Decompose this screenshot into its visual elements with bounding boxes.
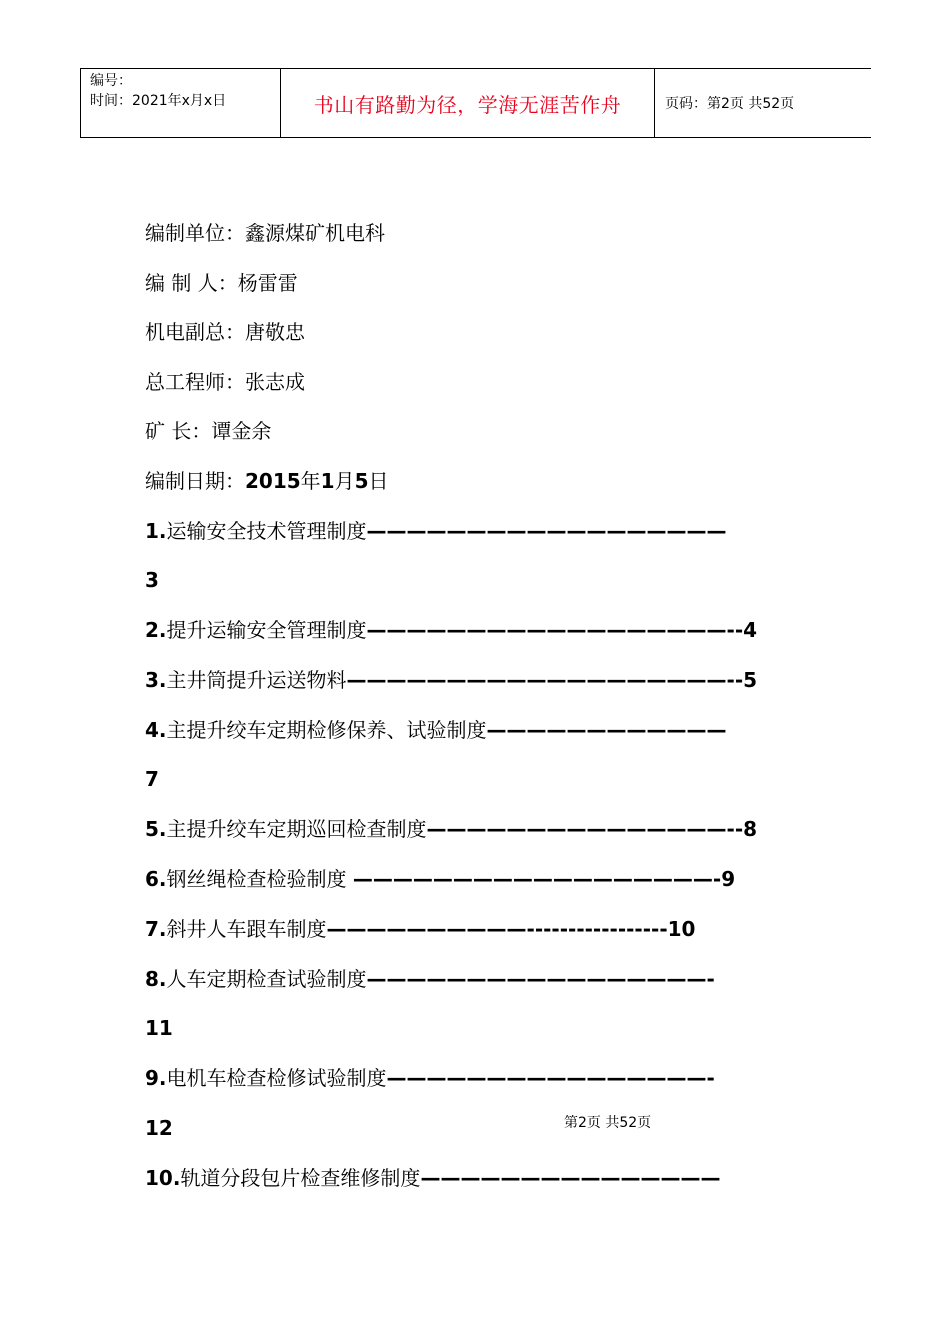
toc-leader: ———————————————————-- (346, 668, 744, 692)
toc-leader: ———————————————-- (426, 817, 744, 841)
deputy-line: 机电副总：唐敬忠 (145, 320, 305, 344)
toc-entry-9[interactable] (145, 1063, 715, 1093)
toc-num: 6. (145, 867, 167, 891)
toc-title: 主提升绞车定期巡回检查制度 (166, 817, 427, 841)
toc-num: 2. (145, 618, 167, 642)
toc-title: 斜井人车跟车制度 (166, 917, 327, 941)
toc-page: 4 (743, 618, 758, 642)
toc-title: 电机车检查检修试验制度 (166, 1066, 387, 1090)
mine-head-line: 矿 长：谭金余 (145, 419, 272, 443)
date-year-unit: 年 (300, 469, 321, 493)
unit-line: 编制单位：鑫源煤矿机电科 (145, 221, 385, 245)
toc-title: 钢丝绳检查检验制度 (166, 867, 353, 891)
date-year: 2015 (245, 469, 301, 493)
toc-page-9: 12 (145, 1116, 173, 1140)
toc-leader: ————————————————- (386, 1066, 715, 1090)
toc-num: 9. (145, 1066, 167, 1090)
toc-num: 1. (145, 519, 167, 543)
toc-leader: ——————————----------------- (326, 917, 668, 941)
chief-engineer-line: 总工程师：张志成 (145, 370, 305, 394)
toc-leader: ——————————————— (420, 1166, 721, 1190)
toc-leader: ——————————————————-- (366, 618, 744, 642)
toc-num: 5. (145, 817, 167, 841)
header-meta (81, 69, 281, 137)
author-line: 编 制 人：杨雷雷 (145, 271, 298, 295)
date-day-unit: 日 (368, 469, 389, 493)
toc-title: 人车定期检查试验制度 (166, 967, 367, 991)
toc-leader: ——————————————————- (352, 867, 722, 891)
header-page-info: 页码：第2页 共52页 (665, 96, 795, 112)
page-footer-number: 第2页 共52页 (564, 1115, 652, 1131)
toc-entry-2[interactable] (145, 615, 757, 645)
toc-page: 10 (667, 917, 696, 941)
toc-title: 主井筒提升运送物料 (166, 668, 347, 692)
date-label: 编制日期： (145, 469, 245, 493)
toc-leader: ———————————— (486, 718, 727, 742)
toc-entry-1[interactable] (145, 516, 727, 546)
toc-entry-5[interactable] (145, 814, 757, 844)
date-line (145, 466, 389, 496)
date-month-unit: 月 (334, 469, 355, 493)
toc-entry-3[interactable] (145, 665, 757, 695)
date-day: 5 (354, 469, 369, 493)
toc-title: 主提升绞车定期检修保养、试验制度 (166, 718, 487, 742)
toc-title: 轨道分段包片检查维修制度 (180, 1166, 421, 1190)
toc-leader: —————————————————- (366, 967, 715, 991)
toc-page-4: 7 (145, 767, 159, 791)
toc-page-8: 11 (145, 1016, 173, 1040)
header-motto: 书山有路勤为径，学海无涯苦作舟 (281, 69, 655, 137)
date-month: 1 (320, 469, 335, 493)
toc-num: 8. (145, 967, 167, 991)
number-label: 编号： (90, 73, 132, 89)
page-header (80, 68, 871, 138)
toc-page: 8 (743, 817, 758, 841)
toc-num: 3. (145, 668, 167, 692)
toc-num: 10. (145, 1166, 181, 1190)
toc-entry-6[interactable] (145, 864, 735, 894)
toc-entry-7[interactable] (145, 914, 695, 944)
toc-page-1: 3 (145, 568, 159, 592)
toc-entry-4[interactable] (145, 715, 727, 745)
toc-entry-10[interactable] (145, 1163, 720, 1193)
toc-entry-8[interactable] (145, 964, 715, 994)
toc-num: 7. (145, 917, 167, 941)
toc-title: 提升运输安全管理制度 (166, 618, 367, 642)
toc-title: 运输安全技术管理制度 (166, 519, 367, 543)
toc-leader: —————————————————— (366, 519, 727, 543)
toc-page: 5 (743, 668, 758, 692)
toc-num: 4. (145, 718, 167, 742)
time-label: 时间：2021年x月x日 (90, 93, 227, 109)
toc-page: 9 (721, 867, 736, 891)
